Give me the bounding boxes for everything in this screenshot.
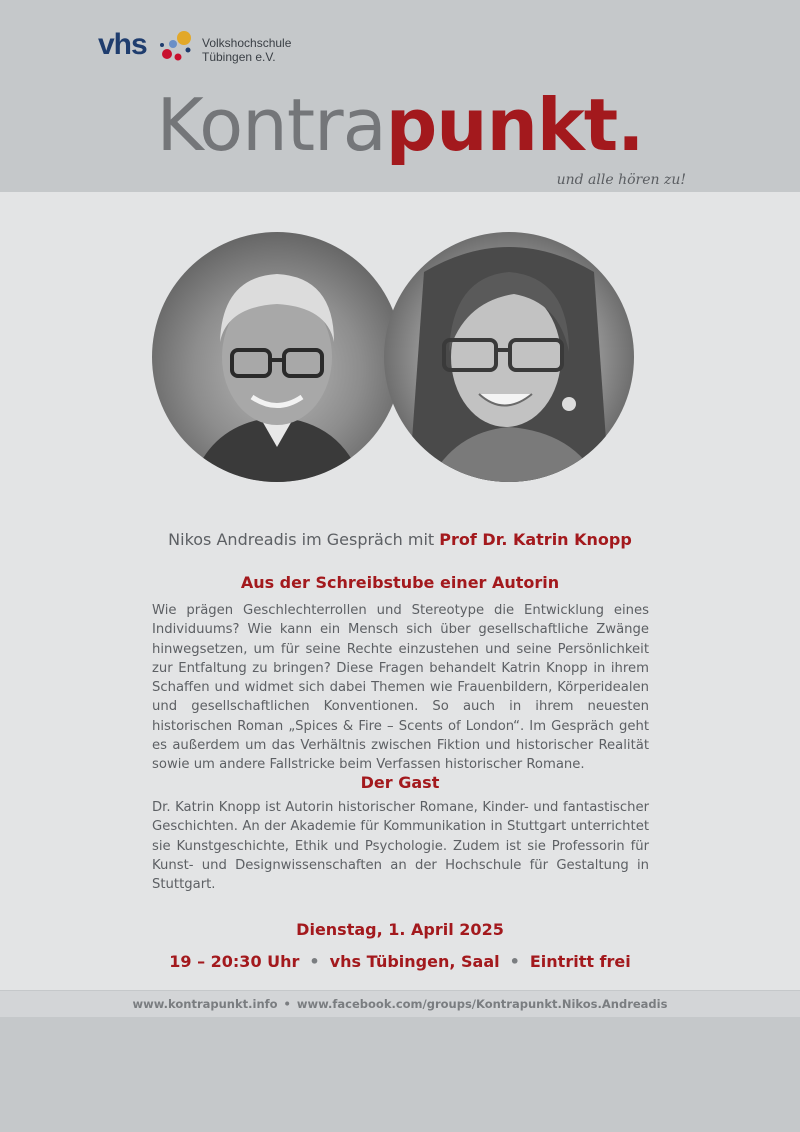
event-info — [0, 952, 800, 971]
footer-links — [0, 997, 800, 1011]
logo-text — [202, 36, 291, 64]
section2-text: Dr. Katrin Knopp ist Autorin historischer Romane, Kinder- und fantastischer Geschichten. An der Akademie für Kommunikation in Stuttgart unterrichtet sie Kunstgeschichte, Ethik und Psychologie. Zudem ist sie Professorin für Kunst- und Designwissenschaften an der Hochschule für Gestaltung in Stuttgart. — [152, 800, 649, 893]
event-subtitle — [0, 530, 800, 549]
header-band — [0, 0, 800, 190]
portrait-woman-icon — [384, 232, 634, 482]
logo-line1: Volkshochschule — [202, 36, 292, 50]
separator-dot: • — [309, 952, 320, 971]
section1-heading: Aus der Schreibstube einer Autorin — [240, 573, 560, 592]
logo-dots-icon — [158, 30, 198, 66]
separator-dot: • — [509, 952, 520, 971]
section1-text: Wie prägen Geschlechterrollen und Stereotype die Entwicklung eines Individuums? Wie kann ein Mensch sich über gesellschaftliche Zwänge hinwegsetzen, um für seine Rechte einzustehen und seine Persönlichkeit zur Entfaltung zu bringen? Diese Fragen behandelt Katrin Knopp in ihrem Schaffen und widmet sich dabei Themen wie Frauenbildern, Körperidealen und gesellschaftlichen Konventionen. So auch in ihrem neuesten historischen Roman „Spices & Fire – Scents of London“. Im Gespräch geht es außerdem um das Verhältnis zwischen Fiktion und historischer Realität sowie um andere Fallstricke beim Verfassen historischer Romane. — [152, 603, 649, 773]
portrait-man-photo — [152, 232, 402, 482]
page-title — [0, 80, 800, 170]
footer-band — [0, 991, 800, 1017]
tagline: und alle hören zu! — [556, 172, 686, 188]
section2-heading: Der Gast — [360, 773, 440, 792]
subtitle-host: Nikos Andreadis im Gespräch mit — [168, 530, 435, 549]
event-date: Dienstag, 1. April 2025 — [296, 920, 504, 939]
title-part-punkt: punkt. — [385, 83, 644, 167]
facebook-link[interactable]: www.facebook.com/groups/Kontrapunkt.Nikos.Andreadis — [296, 997, 668, 1011]
footer-separator: • — [283, 997, 291, 1011]
title-part-kontra: Kontra — [156, 83, 386, 167]
event-place: vhs Tübingen, Saal — [329, 952, 500, 971]
portrait-group — [150, 232, 650, 492]
portrait-man-icon — [152, 232, 402, 482]
portrait-woman-photo — [384, 232, 634, 482]
event-time: 19 – 20:30 Uhr — [169, 952, 300, 971]
logo-line2: Tübingen e.V. — [202, 50, 276, 64]
event-admission: Eintritt frei — [529, 952, 631, 971]
subtitle-guest: Prof Dr. Katrin Knopp — [439, 530, 632, 549]
logo-brand: vhs — [98, 28, 147, 61]
website-link[interactable]: www.kontrapunkt.info — [132, 997, 278, 1011]
content-panel — [0, 192, 800, 990]
